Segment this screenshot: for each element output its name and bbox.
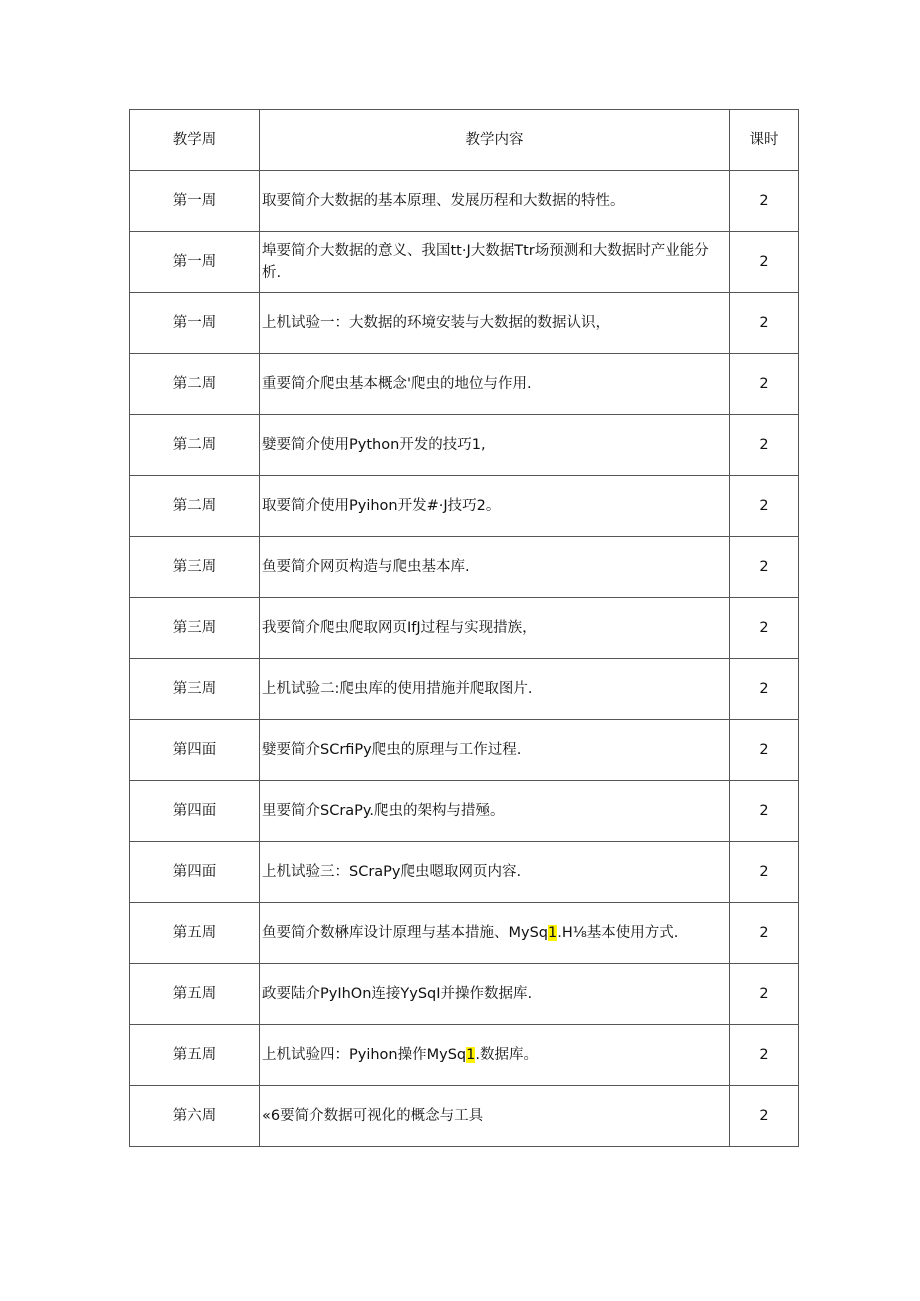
table-row — [130, 171, 799, 232]
content-text: 取要简介大数据的基本原理、发展历程和大数据的特性。 — [262, 193, 625, 209]
highlighted-text: 1 — [466, 1047, 476, 1063]
content-text: 上机试验二:爬虫库的使用措施并爬取图片. — [262, 681, 533, 697]
hours-cell: 2 — [730, 415, 799, 476]
table-row — [130, 1086, 799, 1147]
table-row — [130, 598, 799, 659]
table-row — [130, 781, 799, 842]
highlighted-text: 1 — [548, 925, 558, 941]
content-text: 取要简介使用Pyihon开发#·J技巧2。 — [262, 498, 501, 514]
table-row — [130, 232, 799, 293]
hours-cell: 2 — [730, 476, 799, 537]
hours-cell: 2 — [730, 354, 799, 415]
content-cell — [260, 720, 730, 781]
content-text: 鱼要简介数楙库设计原理与基本措施、MySq — [262, 925, 548, 941]
hours-cell: 2 — [730, 232, 799, 293]
hours-cell: 2 — [730, 903, 799, 964]
content-cell — [260, 659, 730, 720]
hours-cell: 2 — [730, 781, 799, 842]
content-text: 上机试验一：大数据的环境安装与大数据的数据认识， — [262, 315, 610, 331]
hours-cell: 2 — [730, 964, 799, 1025]
week-cell: 第二周 — [130, 476, 260, 537]
week-cell: 第四面 — [130, 720, 260, 781]
content-cell — [260, 1086, 730, 1147]
hours-cell: 2 — [730, 1025, 799, 1086]
content-text: 上机试验三：SCraPy爬虫嗯取网页内容. — [262, 864, 522, 880]
table-header-row — [130, 110, 799, 171]
content-cell — [260, 964, 730, 1025]
content-text: 埠要简介大数据的意义、我国tt·J大数据Ttr场预测和大数据时产业能分析. — [262, 243, 709, 281]
week-cell: 第一周 — [130, 293, 260, 354]
table-row — [130, 659, 799, 720]
content-cell — [260, 232, 730, 293]
week-cell: 第三周 — [130, 659, 260, 720]
hours-cell: 2 — [730, 1086, 799, 1147]
content-cell — [260, 537, 730, 598]
week-cell: 第二周 — [130, 354, 260, 415]
hours-cell: 2 — [730, 537, 799, 598]
content-text-tail: .H⅛基本使用方式. — [557, 925, 679, 941]
table-row — [130, 842, 799, 903]
content-text: 鱼要简介网页构造与爬虫基本库. — [262, 559, 470, 575]
table-row — [130, 354, 799, 415]
content-cell — [260, 415, 730, 476]
table-row — [130, 1025, 799, 1086]
content-cell — [260, 903, 730, 964]
content-cell — [260, 1025, 730, 1086]
week-cell: 第一周 — [130, 171, 260, 232]
content-text: 嬖要简介使用Python开发的技巧1, — [262, 437, 486, 453]
hours-cell: 2 — [730, 171, 799, 232]
week-cell: 第五周 — [130, 964, 260, 1025]
week-cell: 第二周 — [130, 415, 260, 476]
hours-cell: 2 — [730, 720, 799, 781]
content-text: 里要简介SCraPy.爬虫的架构与措殛。 — [262, 803, 505, 819]
content-cell — [260, 293, 730, 354]
week-cell: 第六周 — [130, 1086, 260, 1147]
week-cell: 第五周 — [130, 903, 260, 964]
teaching-schedule-table — [129, 109, 799, 1147]
content-text: 政要陆介PyIhOn连接YySqI并操作数据库. — [262, 986, 533, 1002]
week-cell: 第四面 — [130, 842, 260, 903]
table-row — [130, 720, 799, 781]
table-row — [130, 476, 799, 537]
header-hours: 课时 — [730, 110, 799, 171]
table-row — [130, 537, 799, 598]
content-text: 重要简介爬虫基本概念'爬虫的地位与作用. — [262, 376, 532, 392]
table-row — [130, 903, 799, 964]
week-cell: 第四面 — [130, 781, 260, 842]
content-text: 我要简介爬虫爬取网页IfJ过程与实现措族， — [262, 620, 537, 636]
content-cell — [260, 354, 730, 415]
content-text: 上机试验四：Pyihon操作MySq — [262, 1047, 467, 1063]
content-cell — [260, 476, 730, 537]
header-week: 教学周 — [130, 110, 260, 171]
content-text: 嬖要简介SCrfiPy爬虫的原理与工作过程. — [262, 742, 522, 758]
hours-cell: 2 — [730, 598, 799, 659]
hours-cell: 2 — [730, 659, 799, 720]
content-cell — [260, 842, 730, 903]
table-row — [130, 964, 799, 1025]
hours-cell: 2 — [730, 842, 799, 903]
content-cell — [260, 781, 730, 842]
table-row — [130, 415, 799, 476]
header-content: 教学内容 — [260, 110, 730, 171]
week-cell: 第三周 — [130, 598, 260, 659]
content-text-tail: .数据库。 — [475, 1047, 538, 1063]
week-cell: 第五周 — [130, 1025, 260, 1086]
hours-cell: 2 — [730, 293, 799, 354]
week-cell: 第一周 — [130, 232, 260, 293]
table-row — [130, 293, 799, 354]
content-cell — [260, 171, 730, 232]
content-text: «6要简介数据可视化的概念与工具 — [262, 1108, 484, 1124]
content-cell — [260, 598, 730, 659]
week-cell: 第三周 — [130, 537, 260, 598]
